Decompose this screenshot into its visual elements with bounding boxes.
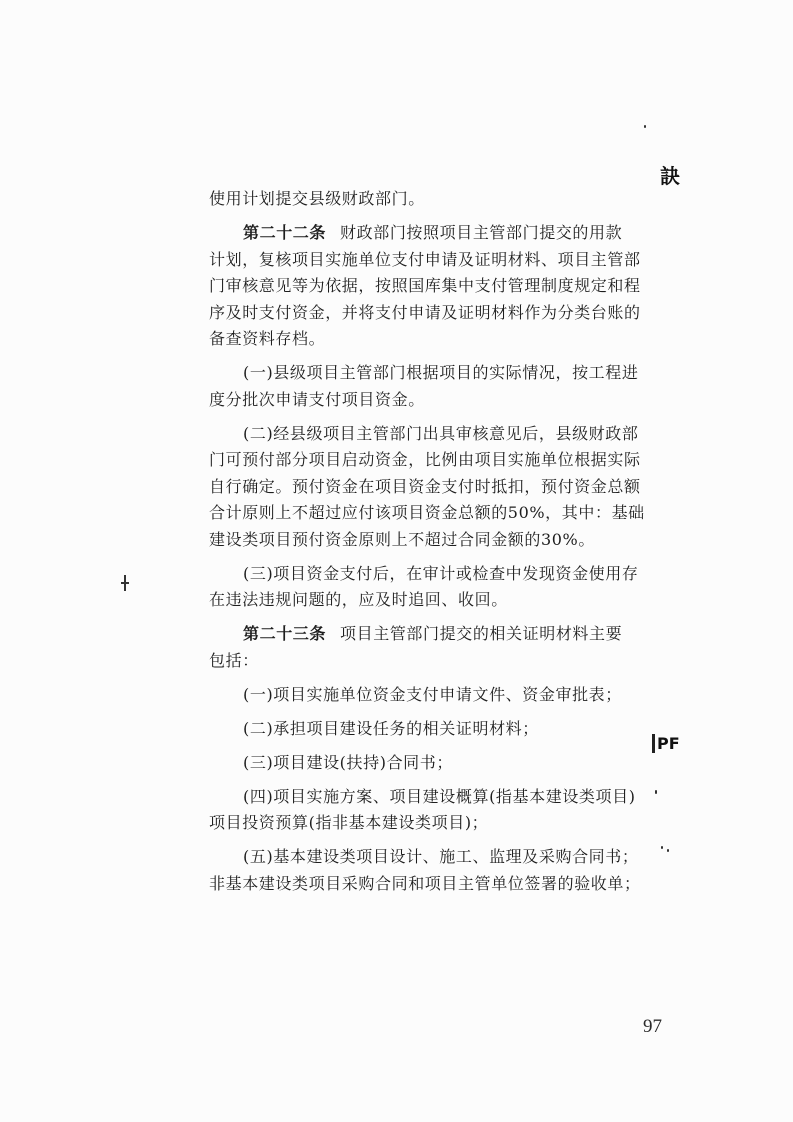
scan-speck — [655, 790, 657, 794]
scan-speck — [644, 125, 646, 128]
list-item: (一)项目实施单位资金支付申请文件、资金审批表； — [243, 684, 622, 704]
article-heading: 第二十二条 — [243, 223, 327, 242]
scan-edge-mark: PF — [652, 734, 680, 753]
list-item: (四)项目实施方案、项目建设概算(指基本建设类项目) — [243, 786, 636, 806]
page-number: 97 — [643, 1016, 662, 1037]
list-item: (三)项目建设(扶持)合同书； — [243, 752, 453, 772]
text-line: 自行确定。预付资金在项目资金支付时抵扣，预付资金总额 — [209, 476, 641, 496]
text-line: 使用计划提交县级财政部门。 — [209, 189, 425, 208]
text-line: 在违法违规问题的，应及时追回、收回。 — [209, 590, 508, 609]
text-line: 合计原则上不超过应付该项目资金总额的50%，其中：基础 — [209, 503, 645, 522]
text-line: 备查资料存档。 — [209, 329, 326, 348]
text-line: 建设类项目预付资金原则上不超过合同金额的30%。 — [209, 529, 595, 549]
text-line: 包括： — [209, 650, 259, 670]
text-line: 度分批次申请支付项目资金。 — [209, 389, 425, 409]
body-text — [209, 186, 645, 897]
text-line: 序及时支付资金，并将支付申请及证明材料作为分类台账的 — [209, 302, 641, 322]
scan-margin-mark — [121, 575, 129, 591]
text-line: 非基本建设类项目采购合同和项目主管单位签署的验收单； — [209, 873, 641, 893]
text-line: 项目投资预算(指非基本建设类项目)； — [209, 813, 489, 832]
list-item: (五)基本建设类项目设计、施工、监理及采购合同书； — [243, 847, 639, 866]
list-item: (二)承担项目建设任务的相关证明材料； — [243, 718, 539, 738]
clause-line: (二)经县级项目主管部门出具审核意见后，县级财政部 — [243, 423, 639, 443]
scan-speck — [667, 849, 669, 852]
clause-line: (三)项目资金支付后，在审计或检查中发现资金使用存 — [243, 563, 639, 583]
scan-edge-mark: 訣 — [660, 164, 680, 188]
text-line: 门审核意见等为依据，按照国库集中支付管理制度规定和程 — [209, 276, 641, 295]
scan-speck — [661, 846, 663, 849]
clause-line: (一)县级项目主管部门根据项目的实际情况，按工程进 — [243, 363, 639, 382]
article-22-line — [209, 220, 623, 247]
text-line: 门可预付部分项目启动资金，比例由项目实施单位根据实际 — [209, 450, 641, 469]
text-line: 计划，复核项目实施单位支付申请及证明材料、项目主管部 — [209, 249, 641, 269]
article-heading: 第二十三条 — [243, 624, 327, 643]
article-23-line — [209, 621, 623, 648]
article-text: 项目主管部门提交的相关证明材料主要 — [340, 624, 623, 643]
article-text: 财政部门按照项目主管部门提交的用款 — [340, 223, 623, 242]
